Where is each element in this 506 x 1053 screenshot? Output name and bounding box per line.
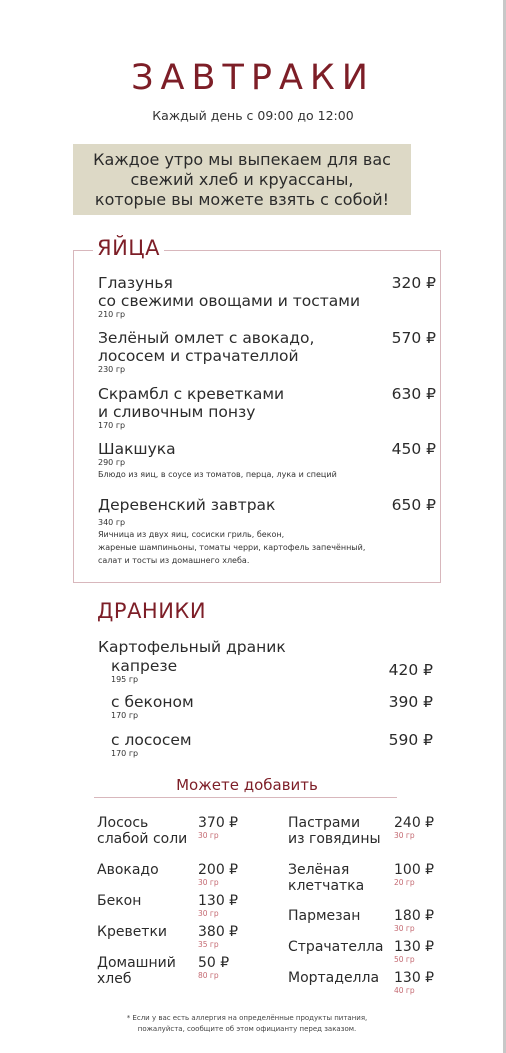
menu-item <box>98 496 436 567</box>
promo-line: которые вы можете взять с собой! <box>94 189 390 209</box>
item-weight: 230 гр <box>98 365 126 374</box>
addon-name: Бекон <box>97 893 142 909</box>
addon-price: 200 ₽ <box>198 862 239 878</box>
addon-name: Мортаделла <box>288 970 380 986</box>
menu-item <box>111 657 433 685</box>
menu-item <box>98 440 436 481</box>
addon-name: Пастрами <box>288 815 361 831</box>
menu-item-group-title <box>98 638 436 656</box>
item-description: жареные шампиньоны, томаты черри, картофель запечённый, <box>98 543 366 552</box>
item-name: Глазунья <box>98 274 173 292</box>
menu-item <box>111 731 433 759</box>
item-price: 590 ₽ <box>388 731 433 749</box>
footnote-line: * Если у вас есть аллергия на определённые продукты питания, <box>126 1014 368 1022</box>
addon-weight: 80 гр <box>198 971 219 980</box>
addon-name: Домашний <box>97 955 176 971</box>
addon-weight: 35 гр <box>198 940 219 949</box>
addon-weight: 30 гр <box>198 831 219 840</box>
addon-name: Зелёная <box>288 862 350 878</box>
item-weight: 170 гр <box>98 421 126 430</box>
addon-item <box>288 815 438 847</box>
schedule-subtitle: Каждый день с 09:00 до 12:00 <box>152 108 354 123</box>
addon-name: Пармезан <box>288 908 361 924</box>
addons-divider <box>94 797 397 798</box>
addon-weight: 30 гр <box>198 909 219 918</box>
menu-item <box>111 693 433 721</box>
item-weight: 170 гр <box>111 711 139 720</box>
addon-name: Лосось <box>97 815 149 831</box>
item-name: лососем и страчателлой <box>98 347 299 365</box>
addon-price: 180 ₽ <box>394 908 435 924</box>
addon-price: 130 ₽ <box>394 939 435 955</box>
promo-line: Каждое утро мы выпекаем для вас <box>93 149 391 169</box>
draniki-section-title: ДРАНИКИ <box>97 599 207 623</box>
item-price: 390 ₽ <box>388 693 433 711</box>
item-price: 570 ₽ <box>391 329 436 347</box>
page-title: ЗАВТРАКИ <box>131 58 375 98</box>
addon-weight: 30 гр <box>198 878 219 887</box>
item-name: и сливочным понзу <box>98 403 256 421</box>
item-name: Шакшука <box>98 440 176 458</box>
item-name: капрезе <box>111 657 178 675</box>
addon-price: 130 ₽ <box>394 970 435 986</box>
allergy-footnote <box>0 1013 494 1035</box>
addons-title: Можете добавить <box>176 776 318 794</box>
addon-item <box>97 862 247 887</box>
item-name: со свежими овощами и тостами <box>98 292 361 310</box>
promo-banner <box>73 144 411 215</box>
addon-price: 380 ₽ <box>198 924 239 940</box>
addon-name: Авокадо <box>97 862 159 878</box>
item-name: с беконом <box>111 693 194 711</box>
addon-weight: 30 гр <box>394 924 415 933</box>
addon-price: 100 ₽ <box>394 862 435 878</box>
addon-price: 50 ₽ <box>198 955 230 971</box>
item-price: 450 ₽ <box>391 440 436 458</box>
addon-item <box>97 924 247 949</box>
addon-name: слабой соли <box>97 831 188 847</box>
item-price: 630 ₽ <box>391 385 436 403</box>
addon-item <box>97 955 247 987</box>
item-weight: 340 гр <box>98 518 126 527</box>
addon-item <box>97 815 247 847</box>
addon-name: из говядины <box>288 831 381 847</box>
addon-item <box>288 970 438 995</box>
item-price: 650 ₽ <box>391 496 436 514</box>
addon-item <box>97 893 247 918</box>
item-name: Скрамбл с креветками <box>98 385 285 403</box>
item-price: 320 ₽ <box>391 274 436 292</box>
addon-weight: 20 гр <box>394 878 415 887</box>
addon-name: хлеб <box>97 971 132 987</box>
addon-weight: 40 гр <box>394 986 415 995</box>
footnote-line: пожалуйста, сообщите об этом официанту перед заказом. <box>137 1025 357 1033</box>
menu-item <box>98 274 436 320</box>
item-weight: 195 гр <box>111 675 139 684</box>
menu-item <box>98 329 436 375</box>
addon-weight: 30 гр <box>394 831 415 840</box>
item-name: с лососем <box>111 731 192 749</box>
addon-price: 240 ₽ <box>394 815 435 831</box>
addon-item <box>288 908 438 933</box>
addon-weight: 50 гр <box>394 955 415 964</box>
item-description: Блюдо из яиц, в соусе из томатов, перца, лука и специй <box>98 470 337 479</box>
item-weight: 210 гр <box>98 310 126 319</box>
item-name: Деревенский завтрак <box>98 496 276 514</box>
addon-name: Страчателла <box>288 939 384 955</box>
item-name: Картофельный драник <box>98 638 286 656</box>
promo-line: свежий хлеб и круассаны, <box>130 169 354 189</box>
addon-item <box>288 862 438 894</box>
addon-item <box>288 939 438 964</box>
item-description: салат и тосты из домашнего хлеба. <box>98 556 250 565</box>
addon-price: 130 ₽ <box>198 893 239 909</box>
addon-name: клетчатка <box>288 878 365 894</box>
item-weight: 170 гр <box>111 749 139 758</box>
item-weight: 290 гр <box>98 458 126 467</box>
item-description: Яичница из двух яиц, сосиски гриль, бекон, <box>98 530 285 539</box>
addon-price: 370 ₽ <box>198 815 239 831</box>
promo-text <box>93 150 391 210</box>
item-price: 420 ₽ <box>388 661 433 679</box>
item-name: Зелёный омлет с авокадо, <box>98 329 315 347</box>
menu-item <box>98 385 436 431</box>
eggs-section-title: ЯЙЦА <box>93 236 164 260</box>
addon-name: Креветки <box>97 924 168 940</box>
